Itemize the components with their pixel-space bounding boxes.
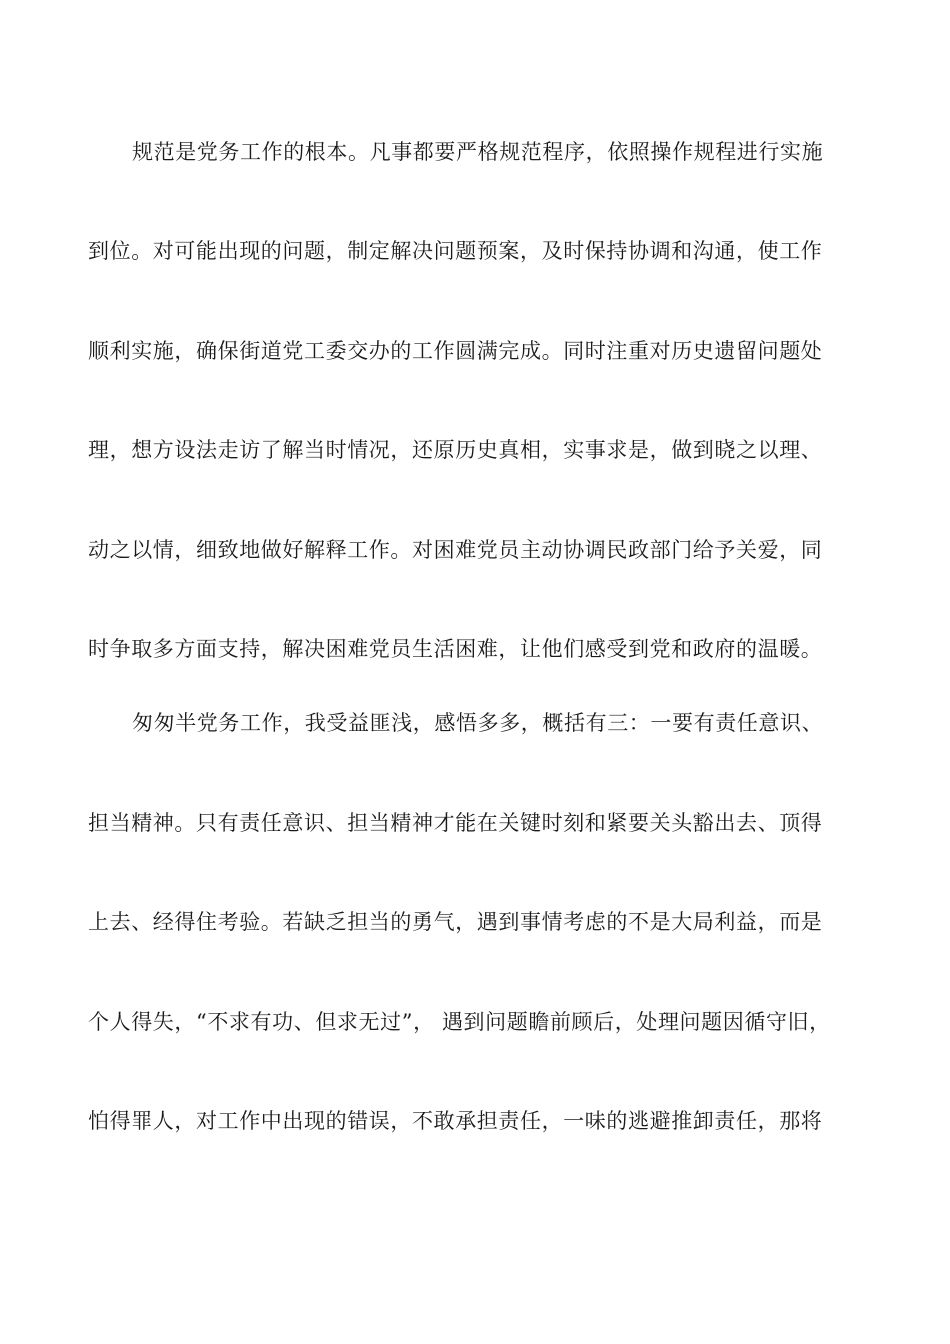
paragraph-1-line-6: 时争取多方面支持，解决困难党员生活困难，让他们感受到党和政府的温暖。 xyxy=(88,637,823,661)
paragraph-2-line-5: 怕得罪人，对工作中出现的错误，不敢承担责任，一味的逃避推卸责任，那将 xyxy=(88,1109,823,1133)
paragraph-2-line-2: 担当精神。只有责任意识、担当精神才能在关键时刻和紧要关头豁出去、顶得 xyxy=(88,811,823,835)
paragraph-2-line-1: 匆匆半党务工作，我受益匪浅，感悟多多，概括有三：一要有责任意识、 xyxy=(132,711,824,735)
paragraph-1-line-1: 规范是党务工作的根本。凡事都要严格规范程序，依照操作规程进行实施 xyxy=(132,140,824,164)
paragraph-1-line-3: 顺利实施，确保街道党工委交办的工作圆满完成。同时注重对历史遗留问题处 xyxy=(88,339,823,363)
paragraph-1-line-5: 动之以情，细致地做好解释工作。对困难党员主动协调民政部门给予关爱，同 xyxy=(88,538,823,562)
paragraph-1-line-2: 到位。对可能出现的问题，制定解决问题预案，及时保持协调和沟通，使工作 xyxy=(88,239,823,263)
paragraph-1-line-4: 理，想方设法走访了解当时情况，还原历史真相，实事求是，做到晓之以理、 xyxy=(88,438,823,462)
paragraph-2-line-3: 上去、经得住考验。若缺乏担当的勇气，遇到事情考虑的不是大局利益，而是 xyxy=(88,910,823,934)
paragraph-2-line-4: 个人得失，“不求有功、但求无过”， 遇到问题瞻前顾后，处理问题因循守旧， xyxy=(88,1010,831,1034)
